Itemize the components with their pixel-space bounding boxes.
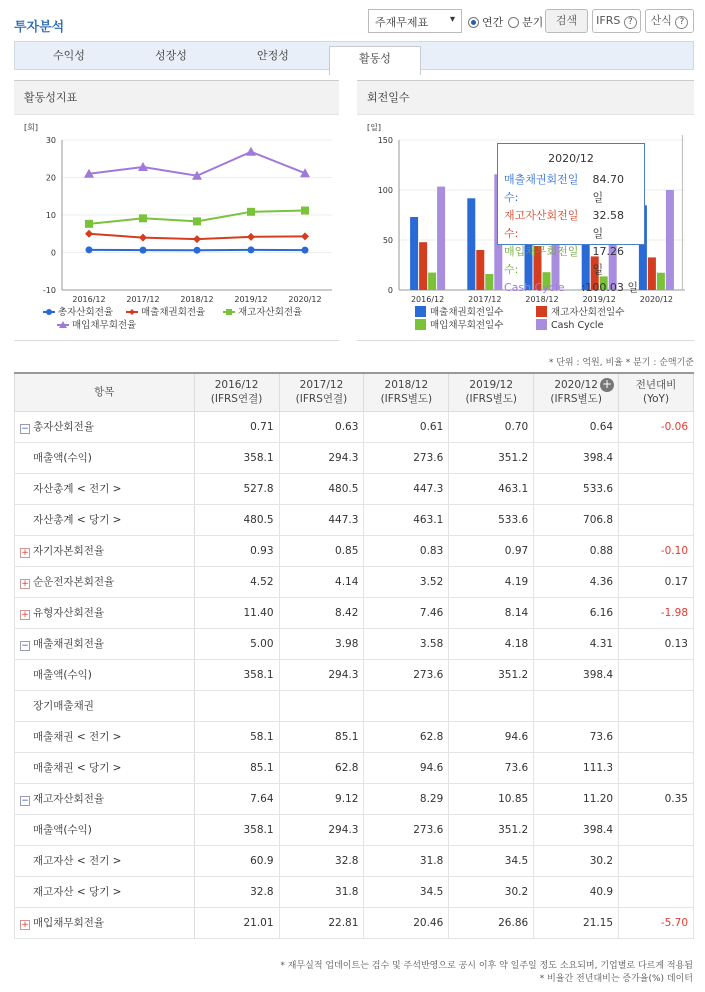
legend-label: 매입채무회전율 — [72, 320, 137, 331]
table-row — [15, 690, 694, 721]
column-header-year — [194, 373, 279, 411]
activity-line-chart — [14, 115, 339, 341]
row-label-text: 자산총계 < 전기 > — [33, 483, 122, 495]
data-point — [193, 217, 201, 225]
table-row — [15, 659, 694, 690]
footnote: * 재무실적 업데이트는 검수 및 주석반영으로 공시 이후 약 일주일 정도 소요되며, 기업별로 다르게 적용됨 — [280, 961, 693, 971]
yoy-sub-label: (YoY) — [643, 393, 670, 406]
y-tick-label: 0 — [387, 286, 393, 295]
table-cell: 58.1 — [194, 721, 279, 752]
bar — [419, 242, 427, 290]
y-tick-label: 0 — [50, 248, 56, 258]
row-label — [15, 597, 195, 628]
row-label — [15, 473, 195, 504]
tab-activity[interactable]: 활동성 — [329, 46, 421, 75]
x-tick-label: 2016/12 — [72, 295, 106, 304]
y-tick-label: 10 — [45, 211, 56, 220]
help-icon: ? — [675, 16, 688, 29]
table-cell: 11.40 — [194, 597, 279, 628]
table-cell — [534, 690, 619, 721]
table-cell: 5.00 — [194, 628, 279, 659]
chart-tooltip — [497, 143, 645, 294]
bar — [666, 190, 674, 290]
table-cell: 447.3 — [364, 473, 449, 504]
yoy-cell — [619, 876, 694, 907]
x-tick-label: 2018/12 — [180, 295, 214, 304]
table-cell: 4.18 — [449, 628, 534, 659]
table-row[interactable] — [15, 597, 694, 628]
table-row — [15, 876, 694, 907]
table-cell: 32.8 — [194, 876, 279, 907]
yoy-label: 전년대비 — [635, 379, 677, 392]
search-button[interactable] — [545, 9, 588, 33]
table-row — [15, 752, 694, 783]
row-label-text: 매출액(수익) — [33, 824, 92, 836]
table-cell: 0.93 — [194, 535, 279, 566]
table-cell: 7.46 — [364, 597, 449, 628]
table-cell: 31.8 — [364, 845, 449, 876]
year-label: 2016/12 — [214, 379, 259, 392]
legend-marker — [129, 309, 135, 315]
data-point — [246, 147, 256, 156]
table-cell: 11.20 — [534, 783, 619, 814]
legend-swatch — [536, 306, 547, 317]
table-row[interactable] — [15, 628, 694, 659]
statement-select-value: 주재무제표 — [375, 16, 429, 29]
tooltip-row — [504, 207, 638, 243]
basis-label: (IFRS연결) — [210, 393, 263, 406]
y-axis-unit: [일] — [367, 123, 381, 132]
x-tick-label: 2019/12 — [582, 295, 616, 304]
table-cell: 533.6 — [534, 473, 619, 504]
x-tick-label: 2016/12 — [410, 295, 445, 304]
radio-quarter[interactable] — [508, 14, 543, 30]
tab-stability[interactable]: 안정성 — [257, 49, 289, 62]
table-cell: 0.63 — [279, 411, 364, 442]
table-cell: 4.19 — [449, 566, 534, 597]
table-row — [15, 845, 694, 876]
legend-label: 총자산회전율 — [58, 307, 114, 318]
search-button-label: 검색 — [555, 14, 578, 27]
table-row[interactable] — [15, 535, 694, 566]
analysis-tabs — [14, 41, 694, 70]
column-header-item: 항목 — [15, 373, 195, 411]
table-cell: 85.1 — [194, 752, 279, 783]
table-cell: 4.14 — [279, 566, 364, 597]
table-cell: 463.1 — [364, 504, 449, 535]
bar — [485, 274, 493, 290]
row-label — [15, 876, 195, 907]
data-point — [85, 220, 93, 228]
data-point — [85, 230, 93, 238]
row-label — [15, 659, 195, 690]
row-label — [15, 628, 195, 659]
row-label-text: 재고자산 < 당기 > — [33, 886, 122, 898]
table-cell: 94.6 — [449, 721, 534, 752]
table-row — [15, 504, 694, 535]
yoy-cell — [619, 473, 694, 504]
table-cell: 4.36 — [534, 566, 619, 597]
table-cell: 351.2 — [449, 442, 534, 473]
unit-note: * 단위 : 억원, 비율 * 분기 : 순액기준 — [548, 358, 694, 368]
table-cell — [449, 690, 534, 721]
table-cell: 6.16 — [534, 597, 619, 628]
tooltip-label: 매입채무회전일수: — [504, 245, 579, 276]
y-tick-label: 30 — [45, 136, 56, 145]
expand-icon[interactable]: + — [21, 920, 29, 930]
row-label-text: 자기자본회전율 — [33, 545, 105, 557]
y-axis-unit: [회] — [24, 123, 38, 132]
tooltip-row — [504, 243, 638, 279]
table-cell: 447.3 — [279, 504, 364, 535]
table-cell: 30.2 — [534, 845, 619, 876]
column-header-year — [364, 373, 449, 411]
legend-label: 재고자산회전일수 — [551, 307, 625, 318]
table-cell: 0.85 — [279, 535, 364, 566]
row-label-text: 매출채권 < 전기 > — [33, 731, 122, 743]
table-cell: 60.9 — [194, 845, 279, 876]
column-header-yoy — [619, 373, 694, 411]
data-point — [193, 235, 201, 243]
table-cell: 3.98 — [279, 628, 364, 659]
yoy-cell: -1.98 — [619, 597, 694, 628]
table-cell: 8.14 — [449, 597, 534, 628]
tooltip-value: :100.03 일 — [581, 281, 638, 294]
table-cell: 22.81 — [279, 907, 364, 938]
bar — [657, 273, 665, 290]
row-label — [15, 535, 195, 566]
table-row[interactable] — [15, 566, 694, 597]
legend-swatch — [536, 319, 547, 330]
table-cell: 0.70 — [449, 411, 534, 442]
formula-help-button[interactable] — [645, 9, 694, 33]
table-cell: 32.8 — [279, 845, 364, 876]
data-point — [301, 207, 309, 215]
yoy-cell: 0.17 — [619, 566, 694, 597]
radio-unchecked-icon — [508, 17, 519, 28]
table-cell: 351.2 — [449, 659, 534, 690]
row-label-text: 재고자산 < 전기 > — [33, 855, 122, 867]
table-cell — [279, 690, 364, 721]
expand-icon[interactable]: + — [21, 548, 29, 558]
legend-label: 재고자산회전율 — [238, 307, 303, 318]
table-cell: 273.6 — [364, 442, 449, 473]
top-bar — [0, 0, 705, 40]
data-point — [86, 246, 93, 253]
table-cell: 294.3 — [279, 814, 364, 845]
legend-marker — [46, 309, 52, 315]
help-icon: ? — [624, 16, 637, 29]
basis-label: (IFRS연결) — [295, 393, 348, 406]
year-label: 2020/12 — [554, 379, 598, 392]
table-cell: 3.52 — [364, 566, 449, 597]
tab-profitability[interactable]: 수익성 — [53, 49, 85, 62]
row-label — [15, 566, 195, 597]
expand-icon[interactable]: + — [21, 579, 29, 589]
yoy-cell — [619, 442, 694, 473]
radio-annual-label: 연간 — [482, 16, 504, 29]
table-cell: 7.64 — [194, 783, 279, 814]
panel-title: 활동성지표 — [14, 81, 339, 115]
table-cell: 0.64 — [534, 411, 619, 442]
tooltip-value: 17.26 일 — [592, 245, 624, 276]
table-cell: 398.4 — [534, 814, 619, 845]
table-cell: 85.1 — [279, 721, 364, 752]
x-tick-label: 2020/12 — [288, 295, 322, 304]
tooltip-label: 재고자산회전일수: — [504, 209, 579, 240]
table-cell: 527.8 — [194, 473, 279, 504]
ifrs-help-button[interactable] — [592, 9, 641, 33]
table-cell: 294.3 — [279, 442, 364, 473]
x-tick-label: 2017/12 — [468, 295, 502, 304]
row-label-text: 총자산회전율 — [33, 421, 94, 433]
data-point — [302, 247, 309, 254]
table-cell: 706.8 — [534, 504, 619, 535]
data-point — [301, 232, 309, 240]
table-cell: 73.6 — [534, 721, 619, 752]
row-label — [15, 752, 195, 783]
table-row — [15, 473, 694, 504]
data-point — [247, 208, 255, 216]
row-label-text: 매출액(수익) — [33, 669, 92, 681]
footnote: * 비율간 전년대비는 증가율(%) 데이터 — [539, 974, 693, 984]
table-row — [15, 814, 694, 845]
table-cell: 73.6 — [449, 752, 534, 783]
collapse-icon[interactable]: − — [21, 641, 29, 651]
table-cell: 4.31 — [534, 628, 619, 659]
table-row[interactable] — [15, 907, 694, 938]
yoy-cell — [619, 690, 694, 721]
row-label-text: 매출채권 < 당기 > — [33, 762, 122, 774]
table-cell — [194, 690, 279, 721]
collapse-icon[interactable]: − — [21, 796, 29, 806]
statement-select[interactable] — [368, 9, 462, 33]
table-cell: 34.5 — [364, 876, 449, 907]
x-tick-label: 2017/12 — [126, 295, 160, 304]
yoy-cell — [619, 504, 694, 535]
table-cell: 358.1 — [194, 814, 279, 845]
table-cell: 8.29 — [364, 783, 449, 814]
collapse-icon[interactable]: − — [21, 424, 29, 434]
table-cell: 31.8 — [279, 876, 364, 907]
table-cell: 26.86 — [449, 907, 534, 938]
legend-swatch — [415, 306, 426, 317]
legend-label: 매출채권회전일수 — [430, 307, 504, 318]
page-title: 투자분석 — [14, 20, 65, 35]
row-label-text: 매출액(수익) — [33, 452, 92, 464]
row-label — [15, 783, 195, 814]
table-cell: 21.01 — [194, 907, 279, 938]
table-cell: 4.52 — [194, 566, 279, 597]
row-label-text: 매입채무회전율 — [33, 917, 105, 929]
chevron-down-icon: ▾ — [449, 14, 455, 25]
y-tick-label: 100 — [377, 186, 393, 195]
row-label — [15, 411, 195, 442]
table-row[interactable] — [15, 411, 694, 442]
table-cell: 30.2 — [449, 876, 534, 907]
tab-growth[interactable]: 성장성 — [155, 49, 187, 62]
basis-label: (IFRS별도) — [380, 393, 433, 406]
row-label — [15, 442, 195, 473]
table-cell: 62.8 — [364, 721, 449, 752]
basis-label: (IFRS별도) — [550, 393, 602, 406]
y-tick-label: -10 — [42, 286, 56, 295]
bar — [410, 217, 418, 290]
bar — [476, 250, 484, 290]
table-cell: 358.1 — [194, 659, 279, 690]
row-label-text: 순운전자본회전율 — [33, 576, 115, 588]
yoy-cell — [619, 814, 694, 845]
legend-label: Cash Cycle — [551, 320, 604, 331]
table-cell: 273.6 — [364, 659, 449, 690]
activity-index-panel — [14, 80, 339, 340]
ifrs-label: IFRS — [596, 14, 621, 27]
tooltip-row — [504, 171, 638, 207]
tooltip-title: 2020/12 — [548, 152, 594, 165]
row-label-text: 자산총계 < 당기 > — [33, 514, 122, 526]
table-cell — [364, 690, 449, 721]
yoy-cell: -5.70 — [619, 907, 694, 938]
table-cell: 34.5 — [449, 845, 534, 876]
table-cell: 62.8 — [279, 752, 364, 783]
yoy-cell — [619, 752, 694, 783]
formula-label: 산식 — [650, 14, 672, 27]
table-cell: 480.5 — [279, 473, 364, 504]
tooltip-value: 32.58 일 — [592, 209, 624, 240]
row-label-text: 재고자산회전율 — [33, 793, 105, 805]
row-label — [15, 504, 195, 535]
row-label-text: 장기매출채권 — [33, 700, 94, 712]
data-point — [139, 214, 147, 222]
table-cell: 40.9 — [534, 876, 619, 907]
table-cell: 0.83 — [364, 535, 449, 566]
activity-table — [14, 372, 694, 939]
x-tick-label: 2020/12 — [639, 295, 674, 304]
row-label-text: 매출채권회전율 — [33, 638, 105, 650]
x-tick-label: 2018/12 — [525, 295, 559, 304]
table-cell: 3.58 — [364, 628, 449, 659]
legend-label: 매입채무회전일수 — [430, 320, 504, 331]
table-cell: 94.6 — [364, 752, 449, 783]
table-cell: 9.12 — [279, 783, 364, 814]
table-cell: 0.71 — [194, 411, 279, 442]
bar — [648, 257, 656, 290]
table-cell: 351.2 — [449, 814, 534, 845]
table-cell: 21.15 — [534, 907, 619, 938]
year-label: 2019/12 — [469, 379, 514, 392]
table-cell: 273.6 — [364, 814, 449, 845]
basis-label: (IFRS별도) — [465, 393, 518, 406]
radio-quarter-label: 분기 — [522, 16, 544, 29]
legend-swatch — [415, 319, 426, 330]
year-label: 2017/12 — [299, 379, 344, 392]
tooltip-label: 매출채권회전일수: — [504, 173, 579, 204]
x-tick-label: 2019/12 — [234, 295, 268, 304]
table-row — [15, 442, 694, 473]
table-cell: 463.1 — [449, 473, 534, 504]
table-header-row — [15, 373, 694, 411]
table-cell: 8.42 — [279, 597, 364, 628]
legend-label: 매출채권회전율 — [141, 307, 206, 318]
yoy-cell — [619, 721, 694, 752]
y-tick-label: 50 — [382, 236, 393, 245]
tooltip-value: 84.70 일 — [592, 173, 624, 204]
data-point — [248, 246, 255, 253]
table-cell: 480.5 — [194, 504, 279, 535]
table-row — [15, 721, 694, 752]
table-cell: 20.46 — [364, 907, 449, 938]
data-point — [140, 247, 147, 254]
data-point — [139, 234, 147, 242]
tooltip-row — [504, 279, 638, 297]
row-label — [15, 690, 195, 721]
yoy-cell — [619, 845, 694, 876]
yoy-cell: -0.06 — [619, 411, 694, 442]
data-point — [194, 247, 201, 254]
y-tick-label: 150 — [377, 136, 393, 145]
panel-body — [14, 115, 339, 341]
row-label — [15, 845, 195, 876]
table-cell: 111.3 — [534, 752, 619, 783]
yoy-cell — [619, 659, 694, 690]
yoy-cell: 0.35 — [619, 783, 694, 814]
table-cell: 0.61 — [364, 411, 449, 442]
legend-marker — [226, 309, 232, 315]
table-cell: 10.85 — [449, 783, 534, 814]
table-cell: 294.3 — [279, 659, 364, 690]
year-label: 2018/12 — [384, 379, 429, 392]
row-label — [15, 721, 195, 752]
bar — [467, 198, 475, 290]
table-cell: 533.6 — [449, 504, 534, 535]
radio-annual[interactable] — [468, 14, 503, 30]
table-cell: 0.97 — [449, 535, 534, 566]
column-header-year — [279, 373, 364, 411]
add-column-icon[interactable]: + — [602, 377, 613, 391]
table-row[interactable] — [15, 783, 694, 814]
bar — [428, 273, 436, 290]
expand-icon[interactable]: + — [21, 610, 29, 620]
data-point — [247, 233, 255, 241]
table-cell: 358.1 — [194, 442, 279, 473]
row-label — [15, 814, 195, 845]
table-cell: 398.4 — [534, 442, 619, 473]
panel-title: 회전일수 — [357, 81, 694, 115]
row-label — [15, 907, 195, 938]
table-cell: 398.4 — [534, 659, 619, 690]
y-tick-label: 20 — [45, 173, 56, 183]
column-header-year — [534, 373, 619, 411]
table-cell: 0.88 — [534, 535, 619, 566]
tooltip-label: Cash Cycle — [504, 281, 565, 294]
yoy-cell: -0.10 — [619, 535, 694, 566]
radio-checked-icon — [468, 17, 479, 28]
column-header-year — [449, 373, 534, 411]
bar — [437, 187, 445, 290]
row-label-text: 유형자산회전율 — [33, 607, 105, 619]
yoy-cell: 0.13 — [619, 628, 694, 659]
